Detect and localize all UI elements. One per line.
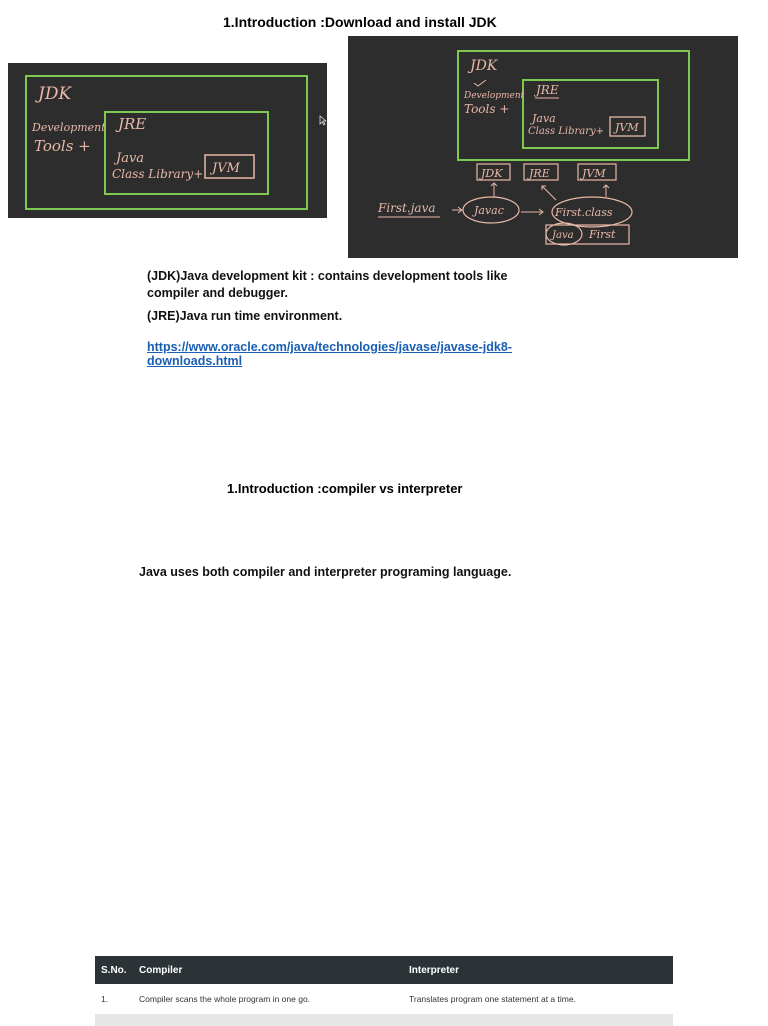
compiler-vs-interpreter-table <box>95 956 673 1026</box>
header-compiler: Compiler <box>133 956 403 984</box>
box-jdk: JDK <box>481 167 503 180</box>
label-java: Java <box>116 151 145 166</box>
cell-empty <box>95 1014 133 1026</box>
label-jvm: JVM <box>615 121 639 134</box>
jdk-diagram-image <box>8 63 327 218</box>
cell-interpreter: Translates program one statement at a time. <box>409 994 576 1004</box>
label-javac: Javac <box>474 204 504 217</box>
label-development: Development <box>32 121 106 134</box>
jdk-download-link[interactable]: https://www.oracle.com/java/technologies/javase/javase-jdk8-downloads.html <box>147 340 512 368</box>
java-uses-description: Java uses both compiler and interpreter programing language. <box>139 565 512 579</box>
jdk-flow-diagram-image <box>348 36 738 258</box>
header-sno: S.No. <box>95 956 133 984</box>
cursor-icon <box>320 116 326 125</box>
label-java: Java <box>532 112 556 125</box>
label-jre: JRE <box>118 115 147 133</box>
label-first: First <box>589 228 616 241</box>
label-first-java: First.java <box>378 201 436 215</box>
jre-description: (JRE)Java run time environment. <box>147 309 343 323</box>
label-development: Development <box>464 91 525 101</box>
label-java-cmd: Java <box>552 230 574 241</box>
label-jdk: JDK <box>470 58 498 74</box>
heading-compiler-vs-interpreter: 1.Introduction :compiler vs interpreter <box>227 481 463 496</box>
table-row <box>95 1014 673 1026</box>
cell-sno: 1. <box>101 994 109 1004</box>
label-jdk: JDK <box>38 84 72 104</box>
cell-empty <box>133 1014 403 1026</box>
label-class-library: Class Library+ <box>528 126 605 137</box>
label-tools: Tools + <box>34 137 91 155</box>
header-interpreter: Interpreter <box>403 956 673 984</box>
label-first-class: First.class <box>555 206 613 219</box>
table-row <box>95 984 673 1014</box>
heading-download-install-jdk: 1.Introduction :Download and install JDK <box>223 14 497 30</box>
table-header-row <box>95 956 673 984</box>
box-jre: JRE <box>529 167 550 180</box>
cell-compiler: Compiler scans the whole program in one go. <box>139 994 311 1004</box>
jdk-description: (JDK)Java development kit : contains development tools like compiler and debugger. <box>147 269 508 300</box>
label-jvm: JVM <box>212 161 240 176</box>
label-jre: JRE <box>536 83 559 97</box>
label-class-library: Class Library+ <box>112 167 204 181</box>
label-tools: Tools + <box>464 102 510 116</box>
box-jvm: JVM <box>582 167 606 180</box>
cell-empty <box>403 1014 673 1026</box>
